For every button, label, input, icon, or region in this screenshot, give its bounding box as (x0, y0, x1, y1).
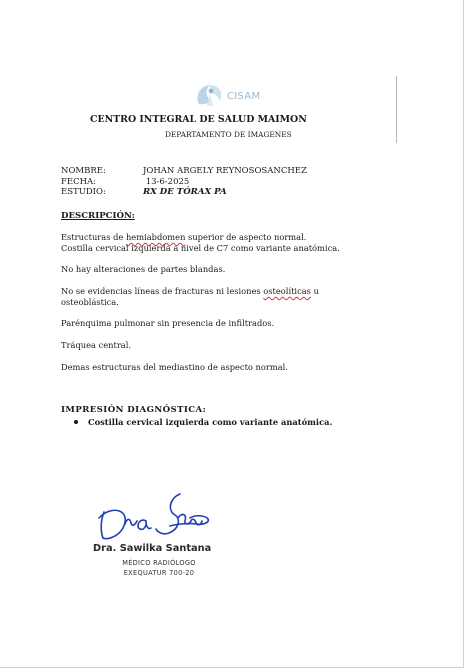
description-paragraph (61, 362, 361, 373)
text-line (61, 286, 361, 297)
field-label: NOMBRE: (61, 166, 106, 176)
exam-date: 13-6-2025 (143, 177, 190, 187)
field-label: FECHA: (61, 177, 97, 187)
impression-list (74, 417, 332, 427)
field-name (61, 166, 307, 177)
impression-item (74, 417, 332, 427)
text-line: No hay alteraciones de partes blandas. (61, 264, 226, 274)
cisam-emblem-icon (193, 82, 227, 108)
spellcheck-word: osteolíticas (263, 286, 311, 296)
impression-title: IMPRESIÓN DIAGNÓSTICA: (61, 405, 207, 415)
logo-text: CISAM (227, 91, 261, 102)
field-study (61, 187, 227, 198)
bullet-icon (74, 420, 78, 424)
text-line: Tráquea central. (61, 340, 132, 350)
spellcheck-word: hemiabdomen (125, 232, 186, 242)
text-run: No se evidencias líneas de fracturas ni lesiones (61, 286, 264, 296)
description-paragraph (61, 232, 361, 254)
text-line: osteoblástica. (61, 297, 119, 307)
header-divider (396, 76, 397, 143)
description-paragraph (61, 286, 361, 308)
cisam-logo (193, 82, 273, 108)
text-line: Demas estructuras del mediastino de aspecto normal. (61, 362, 288, 372)
exequatur-number: EXEQUATUR 700-20 (123, 569, 195, 577)
text-line: Costilla cervical izquierda a nivel de C7 como variante anatómica. (61, 243, 340, 253)
study-name: RX DE TÓRAX PA (143, 187, 227, 197)
text-run: Estructuras de (61, 232, 126, 242)
handwritten-signature (94, 488, 214, 546)
institution-name: CENTRO INTEGRAL DE SALUD MAIMON (90, 114, 307, 125)
text-line: Parénquima pulmonar sin presencia de infiltrados. (61, 318, 275, 328)
radiologist-title: MÉDICO RADIÓLOGO (122, 559, 196, 567)
text-line (61, 232, 361, 243)
patient-name: JOHAN ARGELY REYNOSOSANCHEZ (143, 166, 307, 176)
description-paragraph (61, 340, 361, 351)
description-paragraph (61, 318, 361, 329)
description-title: DESCRIPCIÓN: (61, 211, 135, 221)
text-run: superior de aspecto normal. (185, 232, 307, 242)
radiologist-name: Dra. Sawilka Santana (93, 543, 212, 554)
department-name: DEPARTAMENTO DE IMAGENES (165, 130, 292, 139)
impression-text: Costilla cervical izquierda como variante anatómica. (88, 417, 333, 427)
text-run: u (310, 286, 319, 296)
field-label: ESTUDIO: (61, 187, 106, 197)
description-paragraph (61, 264, 361, 275)
